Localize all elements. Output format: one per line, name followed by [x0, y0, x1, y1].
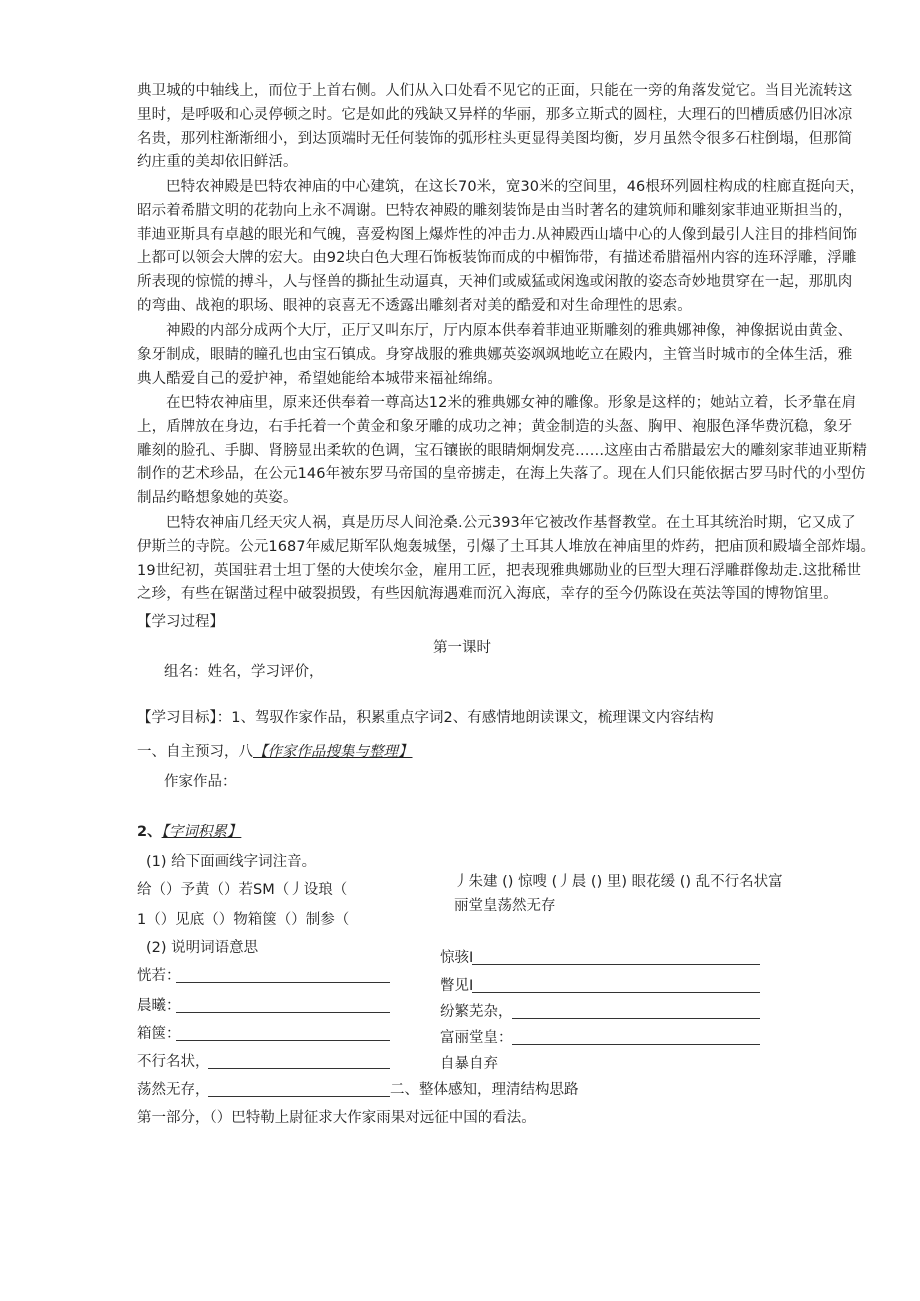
pinyin-left-line-2: 1（）见底（）物箱箧（）制参（ [137, 912, 350, 928]
text-line: 巴特农神庙几经天灾人祸，真是历尽人间沧桑.公元393年它被改作基督教堂。在土耳其统治时期，它又成了 [166, 515, 856, 531]
part-1-text: 第一部分，（）巴特勒上尉征求大作家雨果对远征中国的看法。 [137, 1110, 536, 1126]
text-line: 神殿的内部分成两个大厅，正厅又叫东厅，厅内原本供奉着菲迪亚斯雕刻的雅典娜神像，神像据说由黄金、 [166, 323, 853, 339]
pinyin-right-line-1: 丿朱建 () 惊嗖 (丿晨 () 里) 眼花缓 () 乱不行名状富 [454, 874, 783, 890]
article-paragraph-4 [137, 392, 867, 511]
vocab-left-3 [137, 1024, 181, 1044]
process-heading: 【学习过程】 [137, 614, 224, 630]
text-line: 巴特农神殿是巴特农神庙的中心建筑，在这长70米，宽30米的空间里，46根环列圆柱构成的柱廊直挺向天， [166, 179, 865, 195]
text-line: 典人酷爱自己的爱护神，希望她能给本城带来福祉绵绵。 [137, 370, 502, 387]
text-line: 雕刻的脸孔、手脚、肾膀显出柔软的色调，宝石镶嵌的眼睛炯炯发亮……这座由古希腊最宏大的雕刻家菲迪亚斯精 [137, 442, 867, 459]
text-line: 里时，是呼吸和心灵停顿之时。它是如此的残缺又异样的华丽，那多立斯式的圆柱，大理石的凹槽质感仍旧冰凉 [137, 106, 853, 123]
vocab-left-5 [137, 1080, 210, 1100]
text-line: 上，盾牌放在身边，右手托着一个黄金和象牙雕的成功之神；黄金制造的头盔、胸甲、袍服色泽华费沉稳，象牙 [137, 418, 853, 435]
vocab-word: 纷繁芜杂， [440, 1004, 513, 1020]
objectives-label: 【学习目标】 [137, 710, 217, 726]
article-paragraph-5 [137, 512, 876, 607]
question-1-label: (1) 给下面画线字词注音。 [146, 854, 317, 870]
text-line: 约庄重的美却依旧鲜活。 [137, 154, 298, 171]
text-line: 上都可以领会大牌的宏大。由92块白色大理石饰板装饰而成的中楣饰带，有描述希腊福州内容的连环浮雕，浮雕 [137, 250, 857, 267]
vocab-word: 自暴自弃 [440, 1056, 498, 1072]
vocab-right-3 [440, 1002, 513, 1022]
answer-blank[interactable] [512, 1030, 760, 1045]
article-paragraph-3 [137, 320, 853, 391]
vocab-word: 荡然无存， [137, 1082, 210, 1098]
answer-blank[interactable] [208, 1082, 390, 1097]
answer-blank[interactable] [472, 978, 760, 993]
text-line: 19世纪初，英国驻君士坦丁堡的大使埃尔金，雇用工匠，把表现雅典娜勋业的巨型大理石浮雕群像劫走.这批稀世 [137, 562, 862, 579]
article-paragraph-2 [137, 176, 865, 319]
text-line: 伊斯兰的寺院。公元1687年威尼斯军队炮轰城堡，引爆了土耳其人堆放在神庙里的炸药，把庙顶和殿墙全部炸塌。 [137, 538, 876, 555]
vocab-word: 瞥见I [440, 978, 474, 994]
text-line: 制品约略想象她的英姿。 [137, 490, 298, 507]
objectives-text: ：1、驾驭作家作品，积累重点字词2、有感情地朗读课文，梳理课文内容结构 [216, 710, 714, 726]
vocab-right-4 [440, 1028, 513, 1048]
text-line: 在巴特农神庙里，原来还供奉着一尊高达12米的雅典娜女神的雕像。形象是这样的；她站立着，长矛靠在肩 [166, 395, 857, 411]
text-line: 所表现的惊慌的搏斗，人与怪兽的撕扯生动逼真，天神们或威猛或闲逸或闲散的姿态奇妙地贯穿在一起，那肌肉 [137, 274, 853, 291]
vocab-right-2 [440, 976, 473, 996]
text-line: 名贵，那列柱渐渐细小，到达顶端时无任何装饰的弧形柱头更显得美图均衡，岁月虽然令很多石柱倒塌，但那简 [137, 130, 853, 147]
answer-blank[interactable] [176, 998, 390, 1013]
vocab-word: 晨曦： [137, 998, 181, 1014]
learning-objectives [137, 708, 714, 728]
vocab-left-4 [137, 1052, 210, 1072]
vocab-right-1 [440, 948, 473, 968]
vocab-left-2 [137, 996, 181, 1016]
question-2-label: (2) 说明词语意思 [146, 940, 259, 956]
section-1-heading [137, 742, 413, 762]
text-line: 典卫城的中轴线上，而位于上首右侧。人们从入口处看不见它的正面，只能在一旁的角落发觉它。当目光流转这 [137, 83, 853, 99]
answer-blank[interactable] [176, 968, 390, 983]
answer-blank[interactable] [472, 950, 760, 965]
text-line: 制作的艺术珍品，在公元146年被东罗马帝国的皇帝掳走，在海上失落了。现在人们只能依据古罗马时代的小型仿 [137, 466, 866, 483]
vocab-left-1 [137, 966, 181, 986]
item-2-prefix: 2、 [137, 824, 162, 840]
vocab-word: 恍若： [137, 968, 181, 984]
pinyin-right-line-2: 丽堂皇荡然无存 [454, 898, 556, 914]
text-line: 之珍，有些在锯凿过程中破裂损毁，有些因航海遇难而沉入海底，幸存的至今仍陈设在英法等国的博物馆里。 [137, 586, 838, 603]
item-2-tag: 【字词积累】 [161, 824, 242, 840]
answer-blank[interactable] [208, 1054, 390, 1069]
section-1-prefix: 一、自主预习，八 [137, 744, 253, 760]
section-2-heading: 二、整体感知，理清结构思路 [390, 1082, 579, 1098]
vocab-word: 箱箧： [137, 1026, 181, 1042]
lesson-title: 第一课时 [433, 640, 491, 656]
article-paragraph-1 [137, 80, 853, 175]
vocab-right-5 [440, 1054, 498, 1072]
text-line: 昭示着希腊文明的花勃向上永不凋谢。巴特农神殿的雕刻装饰是由当时著名的建筑师和雕刻家菲迪亚斯担当的， [137, 202, 853, 219]
item-2-heading [137, 822, 241, 842]
group-line: 组名：姓名，学习评价， [164, 664, 324, 680]
section-1-tag: 【作家作品搜集与整理】 [253, 744, 413, 760]
text-line: 的弯曲、战袍的职场、眼神的哀喜无不透露出雕刻者对美的酷爱和对生命理性的思索。 [137, 297, 692, 314]
vocab-word: 惊骇I [440, 950, 474, 966]
vocab-word: 不行名状， [137, 1054, 210, 1070]
answer-blank[interactable] [512, 1004, 760, 1019]
text-line: 菲迪亚斯具有卓越的眼光和气魄，喜爱构图上爆炸性的冲击力.从神殿西山墙中心的人像到最引人注目的排档间饰 [137, 226, 858, 243]
vocab-word: 富丽堂皇： [440, 1030, 513, 1046]
answer-blank[interactable] [176, 1026, 390, 1041]
text-line: 象牙制成，眼睛的瞳孔也由宝石镇成。身穿战服的雅典娜英姿飒飒地屹立在殿内，主管当时城市的全体生活，雅 [137, 346, 853, 363]
pinyin-left-line-1: 给（）予黄（）若SM（丿设琅（ [137, 882, 348, 898]
author-works-label: 作家作品： [164, 774, 237, 790]
